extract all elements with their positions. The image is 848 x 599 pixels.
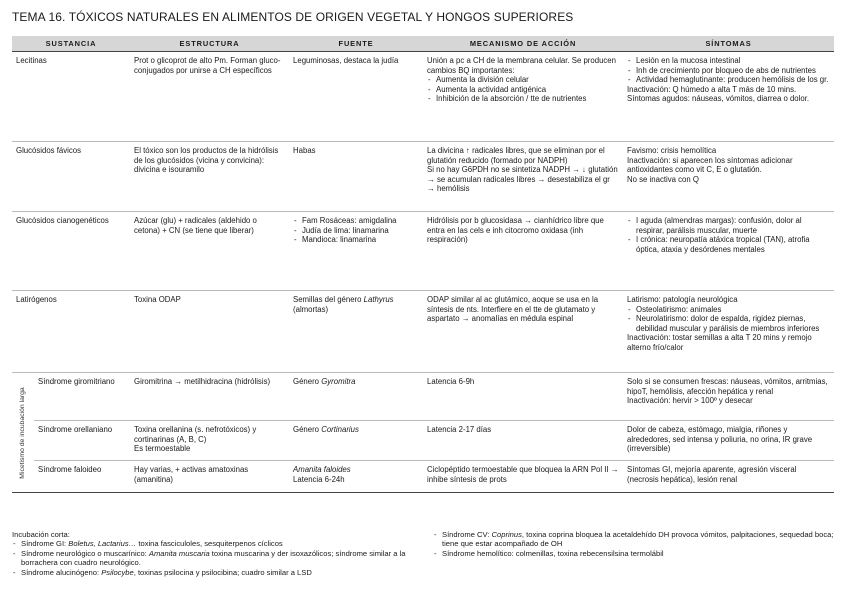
source-cell: Habas xyxy=(289,142,423,212)
source-prefix: Género xyxy=(293,377,322,387)
incubation-label: Incubación corta: xyxy=(12,530,70,539)
list-item: - Judía de lima: linamarina xyxy=(293,226,419,236)
symptoms-cell xyxy=(623,52,834,142)
table-row xyxy=(12,212,834,291)
header-substance: SUSTANCIA xyxy=(12,36,130,52)
note-suffix: , toxinas psilocina y psilocibina; cuadro similar a LSD xyxy=(133,567,312,577)
list-item: - Mandioca: linamarina xyxy=(293,235,419,245)
table-row xyxy=(12,461,834,493)
group-label-cell xyxy=(12,373,34,493)
table-row xyxy=(12,291,834,373)
table-row xyxy=(12,142,834,212)
note-suffix: , toxina coprina bloquea la acetaldehído DH provoca vómitos, palpitaciones, sequedad boca; tiene que estar acompañado de OH xyxy=(442,530,834,549)
header-structure: ESTRUCTURA xyxy=(130,36,289,52)
structure-cell: Hay varias, + activas amatoxinas (amanitina) xyxy=(130,461,289,493)
header-symptoms: SÍNTOMAS xyxy=(623,36,834,52)
source-genus: Lathyrus xyxy=(363,295,394,305)
source-list xyxy=(293,216,419,245)
mechanism-cell xyxy=(423,52,623,142)
symptoms-cell xyxy=(623,291,834,373)
footnotes-left xyxy=(12,530,413,577)
list-item xyxy=(433,549,834,558)
symptoms-list xyxy=(627,56,830,85)
list-item: - Neurolatirismo: dolor de espalda, rigidez piernas, debilidad muscular y parálisis de miembros inferiores xyxy=(627,314,830,333)
short-incubation-list xyxy=(12,539,413,577)
note-prefix: Síndrome neurológico o muscarínico: xyxy=(21,548,149,558)
list-item: - Actividad hemaglutinante: producen hemólisis de los gr. xyxy=(627,75,830,85)
symptoms-cell xyxy=(623,142,834,212)
mechanism-cell: ODAP similar al ac glutámico, aoque se usa en la síntesis de nts. Interfiere en el tte de glutamato y aspartato → anomalías en médula espinal xyxy=(423,291,623,373)
table-header-row xyxy=(12,36,834,52)
symptoms-note: Inactivación: tostar semillas a alta T 20 mins y remojo alterno frío/calor xyxy=(627,333,812,352)
note-genus: Psilocybe xyxy=(101,567,134,577)
substance-cell: Latirógenos xyxy=(12,291,130,373)
list-item: - Osteolatirismo: animales xyxy=(627,305,830,315)
table-row xyxy=(12,52,834,142)
note-suffix: toxina muscarina y der isoxazólicos; síndrome similar a la borrachera con cuadro neurológico. xyxy=(21,548,406,568)
toxins-table xyxy=(12,36,834,493)
symptoms-text: Favismo: crisis hemolítica xyxy=(627,146,717,156)
source-cell xyxy=(289,291,423,373)
mechanism-cell: Hidrólisis por b glucosidasa → cianhídrico libre que entra en las cels e inh citocromo oxidasa (inh respiración) xyxy=(423,212,623,291)
source-latency: Latencia 6-24h xyxy=(293,474,345,484)
symptoms-note: Inactivación: hervir > 100º y desecar xyxy=(627,396,753,406)
substance-cell: Síndrome orellaniano xyxy=(34,421,130,461)
source-cell xyxy=(289,373,423,421)
structure-cell: Azúcar (glu) + radicales (aldehido o cetona) + CN (se tiene que liberar) xyxy=(130,212,289,291)
symptoms-list xyxy=(627,305,830,334)
source-species: Amanita faloides xyxy=(293,465,351,475)
source-genus: Cortinarius xyxy=(321,425,359,435)
symptoms-cell xyxy=(623,373,834,421)
symptoms-list xyxy=(627,216,830,254)
note-prefix: Síndrome CV: xyxy=(442,530,492,539)
list-item: - I crónica: neuropatía atáxica tropical (TAN), atrofia óptica, ataxia y desórdenes mentales xyxy=(627,235,830,254)
source-cell: Leguminosas, destaca la judía xyxy=(289,52,423,142)
symptoms-note: Síntomas agudos: náuseas, vómitos, diarrea o dolor. xyxy=(627,94,810,104)
footnotes-right xyxy=(413,530,834,577)
substance-cell: Síndrome giromitriano xyxy=(34,373,130,421)
note-prefix: Síndrome GI: xyxy=(21,539,69,549)
note-genus: Coprinus xyxy=(491,530,522,539)
list-item xyxy=(12,549,413,568)
note-genus: Amanita muscaria xyxy=(148,548,210,558)
list-item xyxy=(12,568,413,577)
header-mechanism: MECANISMO DE ACCIÓN xyxy=(423,36,623,52)
list-item: - I aguda (almendras margas): confusión, dolor al respirar, parálisis muscular, muerte xyxy=(627,216,830,235)
source-cell xyxy=(289,212,423,291)
list-item xyxy=(12,539,413,548)
source-cell xyxy=(289,461,423,493)
page-title: TEMA 16. TÓXICOS NATURALES EN ALIMENTOS DE ORIGEN VEGETAL Y HONGOS SUPERIORES xyxy=(12,10,574,24)
symptoms-cell xyxy=(623,212,834,291)
substance-cell: Síndrome faloideo xyxy=(34,461,130,493)
source-prefix: Género xyxy=(293,425,322,435)
structure-cell xyxy=(130,421,289,461)
structure-cell: Giromitrina → metilhidracina (hidrólisis) xyxy=(130,373,289,421)
list-item: - Lesión en la mucosa intestinal xyxy=(627,56,830,66)
structure-cell: Toxina ODAP xyxy=(130,291,289,373)
structure-note: Es termoestable xyxy=(134,444,191,454)
short-incubation-list-continued xyxy=(433,530,834,558)
substance-cell: Lecitinas xyxy=(12,52,130,142)
list-item: - Fam Rosáceas: amigdalina xyxy=(293,216,419,226)
mechanism-cell: Ciclopéptido termoestable que bloquea la ARN Pol II → inhibe síntesis de prots xyxy=(423,461,623,493)
symptoms-cell: Síntomas GI, mejoría aparente, agresión visceral (necrosis hepática), lesión renal xyxy=(623,461,834,493)
list-item: - Aumenta la división celular xyxy=(427,75,619,85)
list-item: - Aumenta la actividad antigénica xyxy=(427,85,619,95)
group-label: Micetismo de incubación larga xyxy=(18,386,26,479)
list-item: - Inh de crecimiento por bloqueo de abs de nutrientes xyxy=(627,66,830,76)
symptoms-text: Solo si se consumen frescas: náuseas, vómitos, arritmias, hipoT, hemólisis, afección hepática y renal xyxy=(627,377,828,396)
note-suffix: toxina fasciculoles, sesquiterpenos cíclicos xyxy=(136,539,283,549)
symptoms-cell: Dolor de cabeza, estómago, mialgia, riñones y alrededores, sed intensa y poliuria, no orina, IR grave (irreversible) xyxy=(623,421,834,461)
symptoms-text: Inactivación: si aparecen los síntomas adicionar antioxidantes como vit C, E o glutatión. xyxy=(627,155,793,175)
note-prefix: Síndrome hemolítico: colmenillas, toxina rebecensilsina termolábil xyxy=(442,548,664,558)
mechanism-cell xyxy=(423,142,623,212)
note-genus: Boletus, Lactarius… xyxy=(68,539,137,549)
symptoms-note: Inactivación: Q húmedo a alta T más de 10 mins. xyxy=(627,84,797,94)
list-item xyxy=(433,530,834,549)
list-item: - Inhibición de la absorción / tte de nutrientes xyxy=(427,94,619,104)
mechanism-text: Si no hay G6PDH no se sintetiza NADPH → ↓ glutatión → se acumulan radicales libres → desestabiliza el gr → hemólisis xyxy=(427,165,618,194)
structure-cell: Prot o glicoprot de alto Pm. Forman gluco-conjugados por unirse a CH específicos xyxy=(130,52,289,142)
symptoms-text: No se inactiva con Q xyxy=(627,174,699,184)
substance-cell: Glucósidos cianogenéticos xyxy=(12,212,130,291)
source-prefix: Semillas del género xyxy=(293,295,364,305)
mechanism-intro: Unión a pc a CH de la membrana celular. Se producen cambios BQ importantes: xyxy=(427,56,616,75)
source-genus: Gyromitra xyxy=(321,377,356,387)
note-prefix: Síndrome alucinógeno: xyxy=(21,567,102,577)
substance-cell: Glucósidos fávicos xyxy=(12,142,130,212)
structure-text: Toxina orellanina (s. nefrotóxicos) y cortinarinas (A, B, C) xyxy=(134,425,257,444)
structure-cell: El tóxico son los productos de la hidrólisis de los glucósidos (vicina y convicina): divicina e isouramilo xyxy=(130,142,289,212)
source-suffix: (almortas) xyxy=(293,304,329,314)
mechanism-list xyxy=(427,75,619,104)
source-cell xyxy=(289,421,423,461)
mechanism-cell: Latencia 2-17 días xyxy=(423,421,623,461)
table-row xyxy=(12,421,834,461)
symptoms-intro: Latirismo: patología neurológica xyxy=(627,295,738,305)
header-source: FUENTE xyxy=(289,36,423,52)
mechanism-cell: Latencia 6-9h xyxy=(423,373,623,421)
mechanism-text: La divicina ↑ radicales libres, que se eliminan por el glutatión reducido (formado por NADPH) xyxy=(427,146,605,165)
table-row xyxy=(12,373,834,421)
footnotes xyxy=(12,530,834,577)
